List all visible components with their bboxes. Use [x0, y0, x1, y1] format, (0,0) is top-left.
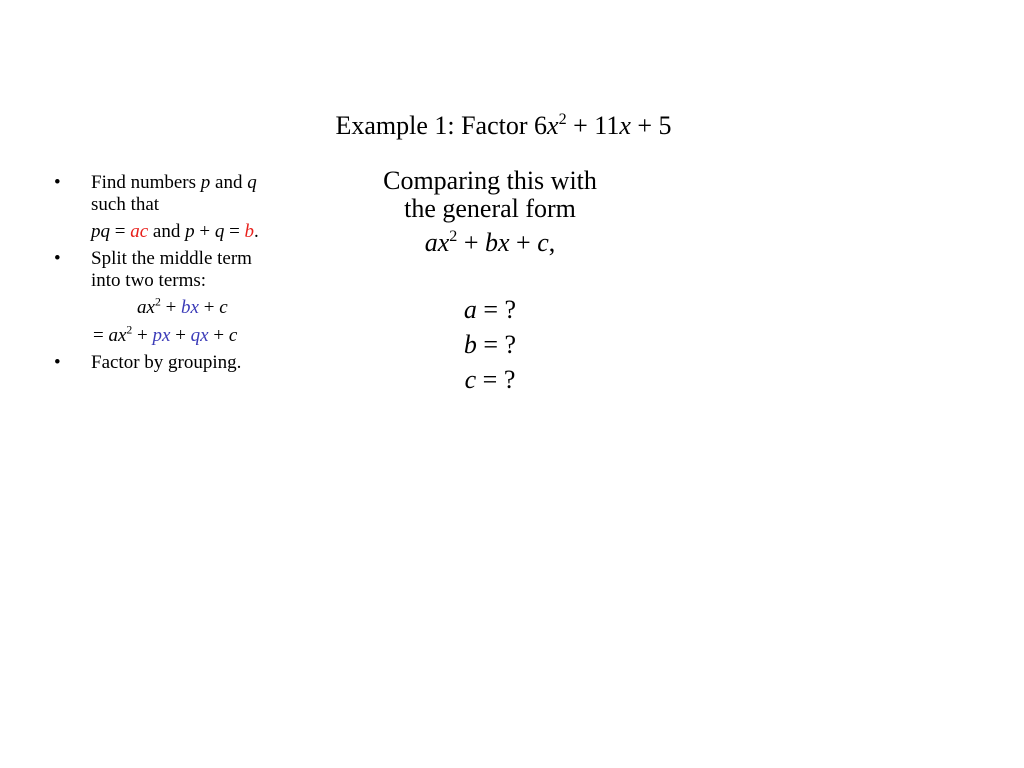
a-var: a — [463, 295, 477, 324]
eq-period: . — [254, 221, 259, 242]
eq-equals: = — [110, 221, 131, 242]
b-var: b — [463, 330, 477, 359]
eq-pq: pq — [91, 221, 110, 242]
title-var-x2: x — [619, 111, 631, 140]
eq-b: b — [244, 221, 255, 242]
f1-plus-1: + — [160, 297, 182, 318]
b-rest: = ? — [476, 330, 517, 359]
var-p: p — [200, 172, 211, 193]
f2-plus-3: + — [208, 325, 229, 346]
bullet-2-line-2: into two terms: — [91, 270, 207, 291]
form-comma: , — [548, 228, 556, 257]
comparison-line-2: the general form — [404, 194, 576, 223]
f2-plus-2: + — [170, 325, 191, 346]
condition-equation — [91, 221, 259, 243]
eq-q: q — [214, 221, 225, 242]
eq-plus: + — [194, 221, 215, 242]
split-expression — [93, 325, 237, 347]
bullet-1-line-1 — [91, 172, 257, 194]
title-mid: + 11 — [566, 111, 620, 140]
f2-c: c — [228, 325, 238, 346]
var-q: q — [247, 172, 257, 193]
form-plus-1: + — [457, 228, 485, 257]
word-and: and — [210, 172, 248, 193]
f1-exp: 2 — [154, 295, 161, 309]
c-var: c — [464, 365, 477, 394]
form-c: c — [537, 228, 549, 257]
bullet-list — [0, 0, 340, 768]
f2-eq: = — [93, 325, 109, 346]
bullet-2-line-1: Split the middle term — [91, 248, 252, 269]
f1-bx: bx — [181, 297, 199, 318]
b-question — [340, 330, 640, 360]
f2-qx: qx — [190, 325, 209, 346]
f1-ax: ax — [137, 297, 155, 318]
title-prefix: Example 1: Factor 6 — [335, 111, 548, 140]
general-form — [340, 228, 640, 258]
bullet-marker-2: • — [54, 248, 61, 269]
general-form-expression — [137, 297, 228, 319]
f2-plus-1: + — [132, 325, 153, 346]
f2-px: px — [152, 325, 171, 346]
title-suffix: + 5 — [630, 111, 672, 140]
comparison-panel — [340, 0, 640, 768]
a-rest: = ? — [476, 295, 517, 324]
f2-ax: ax — [108, 325, 127, 346]
f1-c: c — [219, 297, 228, 318]
a-question — [340, 295, 640, 325]
bullet-3-line-1: Factor by grouping. — [91, 352, 242, 373]
eq-p: p — [185, 221, 195, 242]
bullet-1-text: Find numbers — [91, 172, 201, 193]
form-plus-2: + — [509, 228, 538, 257]
f2-exp: 2 — [126, 323, 133, 337]
bullet-1-line-2: such that — [91, 194, 160, 215]
form-bx: bx — [485, 228, 510, 257]
title-exponent: 2 — [558, 111, 567, 129]
f1-plus-2: + — [198, 297, 220, 318]
eq-and: and — [148, 221, 186, 242]
c-rest: = ? — [476, 365, 516, 394]
c-question — [340, 365, 640, 395]
comparison-line-1: Comparing this with — [383, 166, 597, 195]
title-var-x: x — [547, 111, 559, 140]
bullet-marker-3: • — [54, 352, 61, 373]
eq-ac: ac — [130, 221, 149, 242]
form-ax: ax — [424, 228, 450, 257]
eq-equals-2: = — [224, 221, 245, 242]
bullet-marker-1: • — [54, 172, 61, 193]
form-exp: 2 — [449, 228, 458, 246]
